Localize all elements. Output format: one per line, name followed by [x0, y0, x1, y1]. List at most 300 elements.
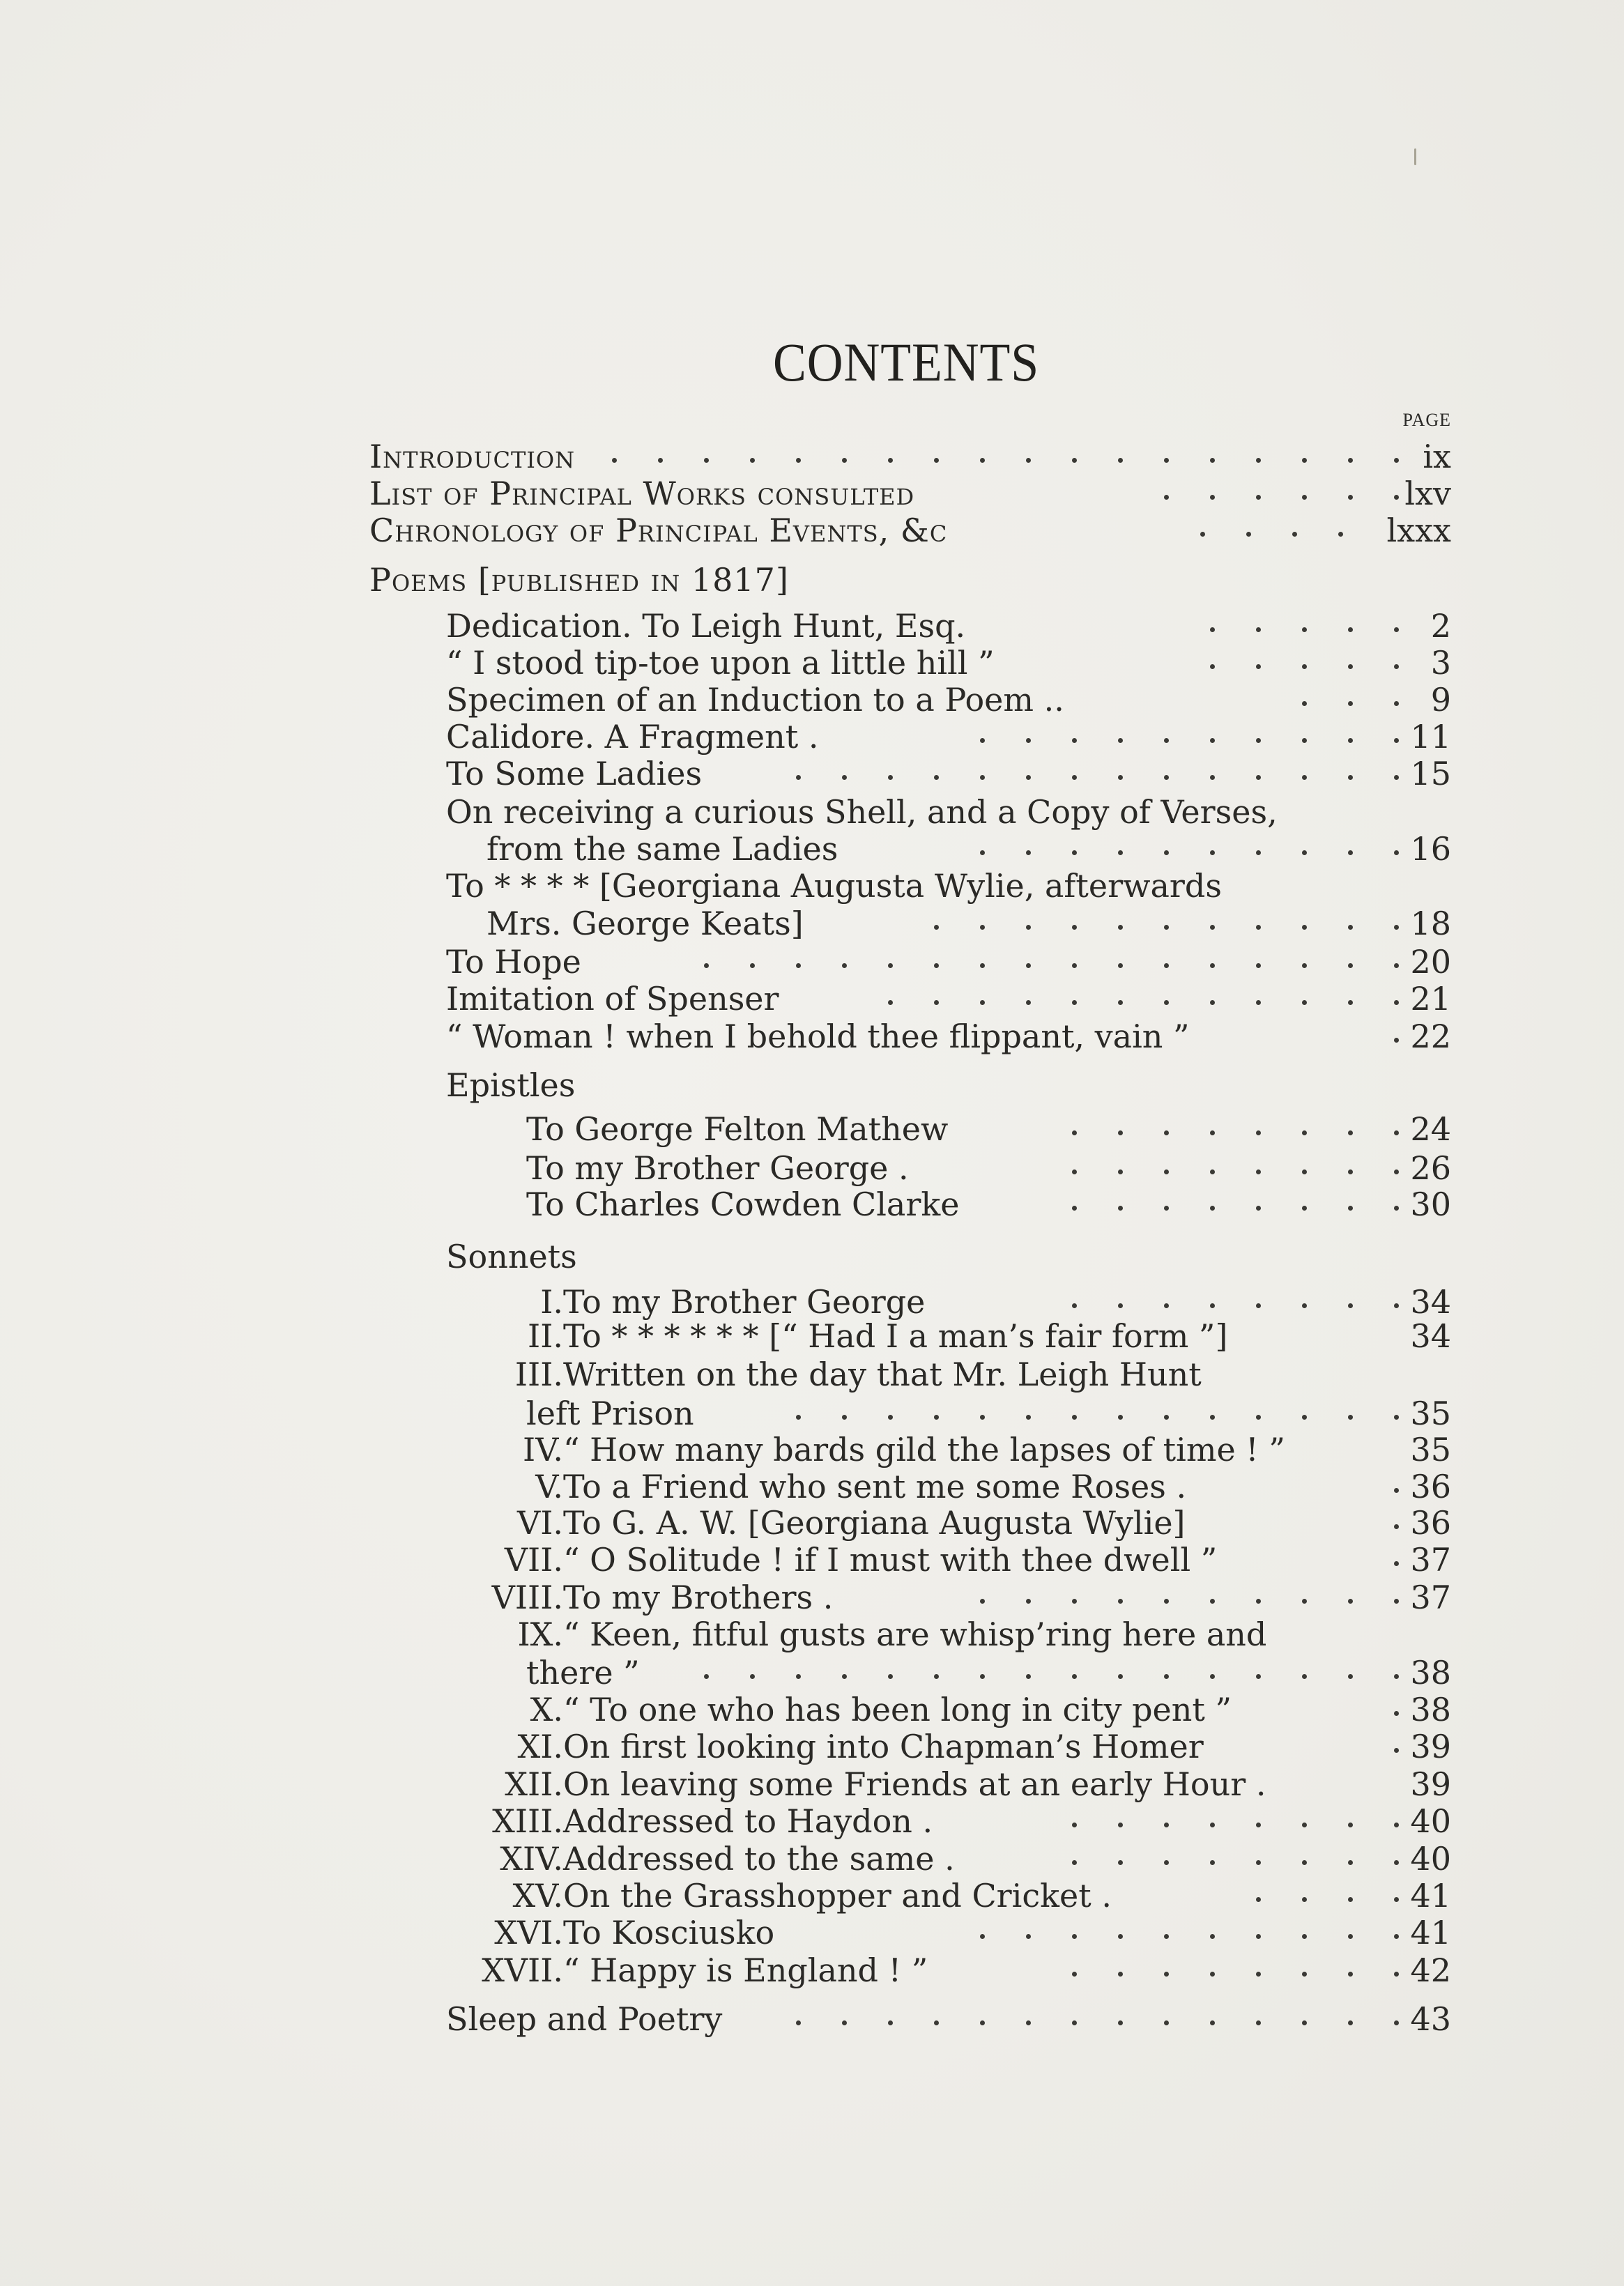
- entry-title: To my Brothers .: [563, 1579, 834, 1616]
- leader-dot: [1302, 1972, 1307, 1977]
- leader-dot: [1256, 963, 1261, 968]
- leader-dot: [1256, 850, 1261, 855]
- leader-dot: [1210, 1972, 1215, 1977]
- leader-dot: [1302, 1599, 1307, 1604]
- leader-dot: [1200, 532, 1205, 537]
- entry-page: 34: [1410, 1283, 1451, 1321]
- leader-dot: [1164, 495, 1169, 500]
- leader-dot: [1164, 963, 1169, 968]
- leader-dot: [1210, 963, 1215, 968]
- entry-title: On first looking into Chapman’s Homer: [563, 1728, 1204, 1765]
- entry-title: To * * * * [Georgiana Augusta Wylie, afterwards: [446, 867, 1222, 905]
- entry-title: To George Felton Mathew: [526, 1110, 949, 1148]
- toc-entry[interactable]: [0, 1578, 1624, 1617]
- leader-dot: [1302, 2020, 1307, 2025]
- leader-dot: [888, 1000, 893, 1005]
- toc-entry[interactable]: [0, 942, 1624, 981]
- leader-dot: [1210, 1130, 1215, 1135]
- paper-speck: [1414, 148, 1416, 165]
- leader-dot: [1302, 1000, 1307, 1005]
- leader-dot: [1026, 2020, 1031, 2025]
- leader-dot: [1348, 738, 1353, 743]
- toc-entry-line[interactable]: [0, 792, 1624, 831]
- toc-entry[interactable]: [0, 754, 1624, 793]
- leader-dot: [1302, 1823, 1307, 1827]
- sonnet-numeral: VI.: [516, 1504, 563, 1542]
- leader-dot: [1394, 1972, 1399, 1977]
- toc-entry[interactable]: [0, 717, 1624, 756]
- leader-dot: [1072, 458, 1077, 463]
- leader-dot: [1302, 664, 1307, 669]
- entry-title: “ To one who has been long in city pent ”: [563, 1691, 1232, 1728]
- leader-dot: [1210, 1823, 1215, 1827]
- leader-dot: [1394, 1303, 1399, 1308]
- leader-dot: [1118, 738, 1123, 743]
- entry-page: 38: [1410, 1691, 1451, 1728]
- leader-dot: [1072, 2020, 1077, 2025]
- toc-entry[interactable]: [0, 1951, 1624, 1990]
- leader-dot: [1394, 1000, 1399, 1005]
- leader-dot: [1256, 664, 1261, 669]
- leader-dot: [1302, 1415, 1307, 1420]
- leader-dot: [1210, 1674, 1215, 1679]
- entry-page: 3: [1430, 644, 1451, 682]
- entry-page: 42: [1410, 1951, 1451, 1989]
- leader-dot: [1164, 1303, 1169, 1308]
- entry-title: To a Friend who sent me some Roses .: [563, 1468, 1187, 1505]
- entry-title: List of Principal Works consulted: [369, 475, 915, 512]
- leader-dot: [1348, 1000, 1353, 1005]
- leader-dot: [1164, 1130, 1169, 1135]
- leader-dot: [1302, 738, 1307, 743]
- leader-dot: [980, 1415, 985, 1420]
- leader-dot: [1348, 1674, 1353, 1679]
- leader-dot: [1026, 1674, 1031, 1679]
- leader-dot: [1348, 1823, 1353, 1827]
- entry-title: On the Grasshopper and Cricket .: [563, 1877, 1112, 1915]
- toc-entry-line[interactable]: [0, 1615, 1624, 1654]
- toc-entry[interactable]: [0, 606, 1624, 645]
- leader-dot: [1164, 1860, 1169, 1865]
- leader-dot: [1072, 1599, 1077, 1604]
- leader-dot: [1256, 1972, 1261, 1977]
- leader-dot: [980, 1934, 985, 1939]
- leader-dot: [1256, 1823, 1261, 1827]
- toc-entry[interactable]: [0, 1913, 1624, 1952]
- leader-dot: [1394, 664, 1399, 669]
- toc-entry[interactable]: [0, 643, 1624, 682]
- leader-dot: [1256, 1169, 1261, 1174]
- leader-dot: [704, 963, 709, 968]
- leader-dot: [1072, 963, 1077, 968]
- entry-title: “ O Solitude ! if I must with thee dwell ”: [563, 1541, 1218, 1579]
- leader-dot: [1348, 925, 1353, 930]
- leader-dot: [1394, 1599, 1399, 1604]
- leader-dot: [1210, 925, 1215, 930]
- leader-dot: [1118, 775, 1123, 780]
- leader-dot: [1026, 1599, 1031, 1604]
- toc-entry[interactable]: [0, 474, 1624, 513]
- leader-dot: [1256, 1897, 1261, 1902]
- section-heading: Poems [published in 1817]: [369, 561, 789, 599]
- entry-page: 37: [1410, 1579, 1451, 1616]
- leader-dot: [1348, 1860, 1353, 1865]
- leader-dot: [1348, 627, 1353, 632]
- leader-dot: [934, 1415, 939, 1420]
- leader-dot: [1302, 1934, 1307, 1939]
- toc-entry[interactable]: [0, 437, 1624, 476]
- entry-title: “ How many bards gild the lapses of time ! ”: [563, 1431, 1285, 1468]
- leader-dot: [1164, 1972, 1169, 1977]
- entry-page: 41: [1410, 1914, 1451, 1951]
- leader-dot: [1210, 775, 1215, 780]
- entry-title: Sleep and Poetry: [446, 2000, 723, 2038]
- leader-dot: [796, 458, 801, 463]
- leader-dot: [1302, 701, 1307, 706]
- leader-dot: [1118, 2020, 1123, 2025]
- entry-page: 40: [1410, 1840, 1451, 1878]
- entry-title: Calidore. A Fragment .: [446, 718, 819, 755]
- leader-dot: [1072, 1130, 1077, 1135]
- leader-dot: [1210, 1206, 1215, 1211]
- leader-dot: [1348, 1415, 1353, 1420]
- toc-entry[interactable]: [0, 1185, 1624, 1224]
- page-column-label: PAGE: [1402, 410, 1451, 430]
- leader-dot: [1210, 458, 1215, 463]
- entry-title: To Kosciusko: [563, 1914, 775, 1951]
- leader-dot: [1348, 1934, 1353, 1939]
- leader-dot: [1302, 925, 1307, 930]
- section-heading-poems: [0, 560, 1624, 599]
- leader-dot: [1210, 1000, 1215, 1005]
- leader-dot: [1118, 963, 1123, 968]
- leader-dot: [1302, 1897, 1307, 1902]
- leader-dot: [888, 963, 893, 968]
- leader-dot: [1348, 495, 1353, 500]
- toc-entry[interactable]: [0, 1876, 1624, 1915]
- entry-page: 16: [1410, 830, 1451, 868]
- leader-dot: [1210, 1934, 1215, 1939]
- leader-dot: [1072, 1000, 1077, 1005]
- entry-title: “ Keen, fitful gusts are whisp’ring here and: [563, 1616, 1267, 1653]
- toc-entry[interactable]: [0, 1540, 1624, 1579]
- leader-dot: [1072, 1169, 1077, 1174]
- leader-dot: [1348, 1303, 1353, 1308]
- leader-dot: [934, 775, 939, 780]
- entry-title: To Some Ladies: [446, 755, 703, 792]
- leader-dot: [1210, 850, 1215, 855]
- leader-dot: [1118, 1972, 1123, 1977]
- leader-dot: [842, 1415, 847, 1420]
- page-title: CONTENTS: [772, 332, 1040, 392]
- entry-page: 36: [1410, 1468, 1451, 1505]
- leader-dot: [1164, 1823, 1169, 1827]
- leader-dot: [1118, 1130, 1123, 1135]
- leader-dot: [1118, 1415, 1123, 1420]
- leader-dot: [1256, 1206, 1261, 1211]
- leader-dot: [1256, 1860, 1261, 1865]
- leader-dot: [980, 2020, 985, 2025]
- leader-dot: [1118, 1206, 1123, 1211]
- entry-page: lxv: [1404, 475, 1451, 512]
- leader-dot: [796, 775, 801, 780]
- toc-entry[interactable]: [0, 1690, 1624, 1729]
- leader-dot: [1210, 1860, 1215, 1865]
- leader-dot: [980, 458, 985, 463]
- leader-dot: [888, 775, 893, 780]
- toc-entry[interactable]: [0, 1765, 1624, 1804]
- leader-dot: [1348, 850, 1353, 855]
- entry-page: 22: [1410, 1018, 1451, 1055]
- leader-dot: [1302, 775, 1307, 780]
- leader-dot: [980, 775, 985, 780]
- leader-dot: [1302, 1674, 1307, 1679]
- leader-dot: [888, 1415, 893, 1420]
- leader-dot: [1164, 1599, 1169, 1604]
- entry-title: On leaving some Friends at an early Hour .: [563, 1765, 1266, 1803]
- leader-dot: [1302, 1860, 1307, 1865]
- leader-dot: [1210, 1415, 1215, 1420]
- section-heading-sonnets: [0, 1237, 1624, 1276]
- entry-page: ix: [1423, 438, 1451, 475]
- entry-title: Addressed to the same .: [563, 1840, 955, 1878]
- leader-dot: [1118, 1303, 1123, 1308]
- leader-dot: [1302, 627, 1307, 632]
- sonnet-numeral: XVII.: [482, 1951, 563, 1989]
- leader-dot: [1394, 1823, 1399, 1827]
- leader-dot: [1394, 495, 1399, 500]
- leader-dot: [1394, 1860, 1399, 1865]
- leader-dot: [1210, 1599, 1215, 1604]
- toc-entry[interactable]: [0, 511, 1624, 550]
- entry-title: Imitation of Spenser: [446, 980, 779, 1018]
- toc-entry-line[interactable]: [0, 866, 1624, 905]
- leader-dot: [980, 1674, 985, 1679]
- toc-entry-continuation[interactable]: [0, 1653, 1624, 1692]
- entry-page: lxxx: [1386, 512, 1451, 549]
- entry-title: To my Brother George .: [526, 1149, 909, 1187]
- leader-dot: [934, 963, 939, 968]
- leader-dot: [1394, 1674, 1399, 1679]
- sonnet-numeral: XIV.: [500, 1840, 563, 1878]
- sonnet-numeral: XV.: [512, 1877, 563, 1915]
- toc-entry-line[interactable]: [0, 1355, 1624, 1394]
- leader-dot: [1072, 925, 1077, 930]
- leader-dot: [1072, 850, 1077, 855]
- leader-dot: [842, 775, 847, 780]
- leader-dot: [1302, 963, 1307, 968]
- leader-dot: [1394, 1897, 1399, 1902]
- leader-dot: [1118, 1860, 1123, 1865]
- leader-dot: [1256, 495, 1261, 500]
- toc-entry[interactable]: [0, 1503, 1624, 1542]
- sonnet-numeral: XII.: [505, 1765, 563, 1803]
- leader-dot: [1026, 738, 1031, 743]
- leader-dot: [796, 2020, 801, 2025]
- entry-title: Introduction: [369, 438, 576, 475]
- leader-dot: [980, 925, 985, 930]
- leader-dot: [1164, 1169, 1169, 1174]
- toc-entry[interactable]: [0, 1017, 1624, 1056]
- leader-dot: [1210, 627, 1215, 632]
- leader-dot: [934, 2020, 939, 2025]
- toc-entry[interactable]: [0, 1727, 1624, 1766]
- leader-dot: [1302, 1169, 1307, 1174]
- entry-page: 24: [1410, 1110, 1451, 1148]
- leader-dot: [1072, 1303, 1077, 1308]
- toc-entry[interactable]: [0, 1149, 1624, 1188]
- leader-dot: [1394, 1415, 1399, 1420]
- section-heading: Sonnets: [446, 1238, 577, 1275]
- sonnet-numeral: X.: [530, 1691, 563, 1728]
- leader-dot: [1026, 850, 1031, 855]
- toc-entry[interactable]: [0, 1110, 1624, 1149]
- toc-entry-continuation[interactable]: [0, 904, 1624, 943]
- leader-dot: [1026, 458, 1031, 463]
- leader-dot: [1292, 532, 1297, 537]
- leader-dot: [1118, 925, 1123, 930]
- sonnet-numeral: VIII.: [491, 1579, 563, 1616]
- leader-dot: [750, 1674, 755, 1679]
- toc-entry-continuation[interactable]: [0, 1394, 1624, 1433]
- leader-dot: [1348, 664, 1353, 669]
- toc-entry[interactable]: [0, 1430, 1624, 1469]
- toc-entry[interactable]: [0, 979, 1624, 1018]
- entry-title: To Hope: [446, 943, 581, 981]
- toc-entry[interactable]: [0, 680, 1624, 719]
- leader-dot: [1256, 1415, 1261, 1420]
- leader-dot: [1302, 850, 1307, 855]
- leader-dot: [1256, 1934, 1261, 1939]
- leader-dot: [1072, 738, 1077, 743]
- leader-dot: [1118, 1674, 1123, 1679]
- section-heading-epistles: [0, 1066, 1624, 1105]
- leader-dot: [934, 925, 939, 930]
- entry-title: To Charles Cowden Clarke: [526, 1186, 960, 1223]
- entry-page: 38: [1410, 1654, 1451, 1692]
- leader-dot: [1026, 925, 1031, 930]
- sonnet-numeral: VII.: [504, 1541, 563, 1579]
- leader-dot: [1394, 1038, 1399, 1043]
- leader-dot: [934, 458, 939, 463]
- leader-dot: [1348, 458, 1353, 463]
- entry-page: 43: [1410, 2000, 1451, 2038]
- leader-dot: [1394, 1934, 1399, 1939]
- leader-dot: [1302, 1130, 1307, 1135]
- toc-entry[interactable]: [0, 1282, 1624, 1321]
- entry-page: 40: [1410, 1802, 1451, 1840]
- leader-dot: [1026, 775, 1031, 780]
- leader-dot: [704, 1674, 709, 1679]
- leader-dot: [980, 963, 985, 968]
- leader-dot: [1256, 458, 1261, 463]
- sonnet-numeral: III.: [514, 1356, 563, 1393]
- leader-dot: [1164, 2020, 1169, 2025]
- toc-entry[interactable]: [0, 1802, 1624, 1841]
- sonnet-numeral: I.: [540, 1283, 563, 1321]
- leader-dot: [1164, 1415, 1169, 1420]
- entry-title: Specimen of an Induction to a Poem ..: [446, 681, 1064, 719]
- entry-page: 35: [1410, 1395, 1451, 1432]
- leader-dot: [1348, 1972, 1353, 1977]
- entry-title-continued: from the same Ladies: [487, 830, 838, 868]
- leader-dot: [1118, 1823, 1123, 1827]
- toc-entry-continuation[interactable]: [0, 829, 1624, 868]
- leader-dot: [1164, 738, 1169, 743]
- leader-dot: [1118, 1934, 1123, 1939]
- leader-dot: [1072, 1860, 1077, 1865]
- leader-dot: [796, 1415, 801, 1420]
- leader-dot: [1246, 532, 1251, 537]
- entry-page: 2: [1430, 607, 1451, 645]
- leader-dot: [1394, 701, 1399, 706]
- leader-dot: [1394, 1206, 1399, 1211]
- leader-dot: [842, 963, 847, 968]
- leader-dot: [750, 963, 755, 968]
- leader-dot: [1118, 1169, 1123, 1174]
- leader-dot: [842, 458, 847, 463]
- leader-dot: [1394, 1488, 1399, 1493]
- toc-entry[interactable]: [0, 2000, 1624, 2039]
- leader-dot: [1164, 1206, 1169, 1211]
- entry-page: 9: [1430, 681, 1451, 719]
- leader-dot: [1256, 1599, 1261, 1604]
- leader-dot: [1256, 1303, 1261, 1308]
- leader-dot: [1026, 963, 1031, 968]
- leader-dot: [888, 458, 893, 463]
- toc-entry[interactable]: [0, 1317, 1624, 1356]
- leader-dot: [1394, 2020, 1399, 2025]
- entry-title: To * * * * * * [“ Had I a man’s fair form ”]: [563, 1317, 1228, 1355]
- entry-title: To my Brother George: [563, 1283, 926, 1321]
- leader-dot: [842, 1674, 847, 1679]
- leader-dot: [1394, 925, 1399, 930]
- leader-dot: [658, 458, 663, 463]
- toc-entry[interactable]: [0, 1839, 1624, 1878]
- toc-entry[interactable]: [0, 1467, 1624, 1506]
- entry-title: To G. A. W. [Georgiana Augusta Wylie]: [563, 1504, 1186, 1542]
- leader-dot: [750, 458, 755, 463]
- entry-page: 41: [1410, 1877, 1451, 1915]
- leader-dot: [1164, 458, 1169, 463]
- leader-dot: [1118, 1000, 1123, 1005]
- leader-dot: [1164, 1674, 1169, 1679]
- leader-dot: [1072, 1972, 1077, 1977]
- entry-page: 36: [1410, 1504, 1451, 1542]
- leader-dot: [1164, 850, 1169, 855]
- leader-dot: [1348, 2020, 1353, 2025]
- entry-page: 34: [1410, 1317, 1451, 1355]
- leader-dot: [1348, 1206, 1353, 1211]
- entry-page: 21: [1410, 980, 1451, 1018]
- leader-dot: [1394, 1748, 1399, 1753]
- leader-dot: [980, 1599, 985, 1604]
- leader-dot: [1256, 2020, 1261, 2025]
- leader-dot: [1164, 925, 1169, 930]
- entry-title: Dedication. To Leigh Hunt, Esq.: [446, 607, 966, 645]
- leader-dot: [1348, 1897, 1353, 1902]
- entry-title: On receiving a curious Shell, and a Copy of Verses,: [446, 793, 1278, 831]
- leader-dot: [980, 738, 985, 743]
- leader-dot: [1118, 850, 1123, 855]
- leader-dot: [842, 2020, 847, 2025]
- leader-dot: [1256, 1130, 1261, 1135]
- leader-dot: [1072, 1415, 1077, 1420]
- leader-dot: [1164, 1000, 1169, 1005]
- sonnet-numeral: XVI.: [494, 1914, 563, 1951]
- entry-title-continued: Mrs. George Keats]: [487, 905, 804, 942]
- leader-dot: [1026, 1934, 1031, 1939]
